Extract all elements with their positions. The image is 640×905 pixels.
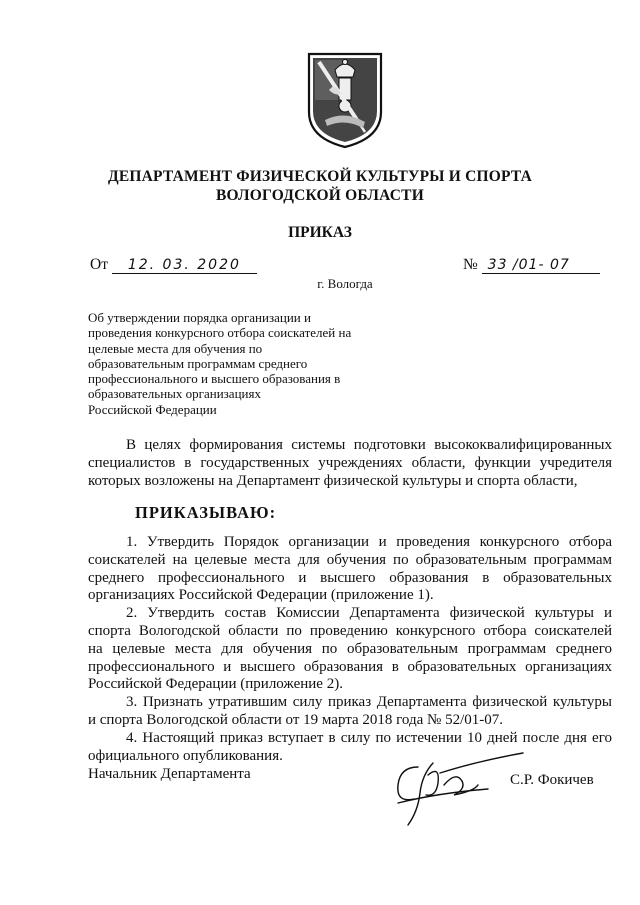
order-title: ПРИКАЗ bbox=[288, 224, 352, 241]
item-line: 3. Признать утратившим силу приказ Департамента физической культуры bbox=[126, 694, 612, 711]
signer-title: Начальник Департамента bbox=[88, 766, 251, 782]
number-prefix: № bbox=[463, 256, 478, 273]
item-line: на целевые места для обучения по образовательным программам среднего bbox=[88, 640, 612, 657]
subject-line: Российской Федерации bbox=[88, 401, 217, 417]
item-line: соискателей на целевые места для обучения по образовательным программам bbox=[88, 551, 612, 568]
handwritten-signature-icon bbox=[378, 745, 528, 835]
coat-of-arms-icon bbox=[305, 50, 385, 150]
signer-name: С.Р. Фокичев bbox=[510, 772, 594, 788]
subject-line: образовательным программам среднего bbox=[88, 355, 308, 371]
item-line: 1. Утвердить Порядок организации и проведения конкурсного отбора bbox=[126, 534, 612, 550]
subject-line: целевые места для обучения по bbox=[88, 340, 263, 356]
order-date-value: 12. 03. 2020 bbox=[112, 257, 257, 274]
order-date-row bbox=[90, 256, 257, 274]
preamble-paragraph bbox=[88, 437, 612, 490]
item-line: организациях Российской Федерации (приложение 1). bbox=[88, 587, 434, 604]
item-line: Российской Федерации (приложение 2). bbox=[88, 676, 343, 693]
item-line: 4. Настоящий приказ вступает в силу по истечении 10 дней после дня его bbox=[126, 729, 612, 746]
order-number-value: 33 /01- 07 bbox=[482, 257, 600, 274]
order-city: г. Вологда bbox=[317, 276, 373, 291]
subject-line: профессионального и высшего образования в bbox=[88, 371, 341, 387]
item-line: среднего профессионального и высшего образования в образовательных bbox=[88, 569, 612, 586]
preamble-line: В целях формирования системы подготовки высококвалифицированных bbox=[126, 437, 612, 453]
item-line: спорта Вологодской области по проведению конкурсного отбора соискателей bbox=[88, 622, 612, 639]
order-number-row bbox=[463, 256, 600, 274]
subject-line: образовательных организациях bbox=[88, 386, 261, 402]
item-line: профессионального и высшего образования в образовательных организациях bbox=[88, 658, 612, 675]
item-line: и спорта Вологодской области от 19 марта 2018 года № 52/01-07. bbox=[88, 711, 503, 728]
subject-line: проведения конкурсного отбора соискателей на bbox=[88, 325, 352, 341]
preamble-line: специалистов в государственных учреждениях области, функции учредителя bbox=[88, 454, 612, 471]
item-line: официального опубликования. bbox=[88, 747, 283, 764]
item-line: 2. Утвердить состав Комиссии Департамента физической культуры и bbox=[126, 605, 612, 622]
department-name-line1: ДЕПАРТАМЕНТ ФИЗИЧЕСКОЙ КУЛЬТУРЫ И СПОРТА bbox=[107, 168, 533, 185]
date-prefix: От bbox=[90, 256, 108, 273]
subject-line: Об утверждении порядка организации и bbox=[88, 310, 311, 325]
order-subject bbox=[88, 310, 408, 417]
preamble-line: которых возложены на Департамент физической культуры и спорта области, bbox=[88, 472, 578, 489]
orders-label: ПРИКАЗЫВАЮ: bbox=[135, 503, 277, 522]
order-items bbox=[88, 534, 612, 765]
department-name-line2: ВОЛОГОДСКОЙ ОБЛАСТИ bbox=[216, 187, 424, 204]
